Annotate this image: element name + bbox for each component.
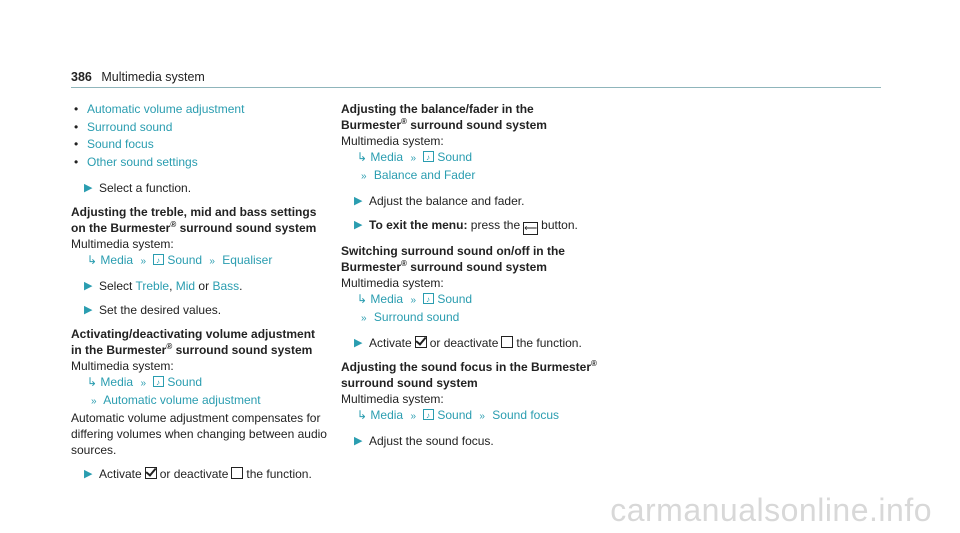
function-list [71, 101, 331, 170]
header-divider [71, 87, 881, 88]
music-note-icon [423, 409, 434, 420]
balance-link[interactable]: Balance and Fader [373, 168, 476, 182]
multimedia-label: Multimedia system: [341, 134, 444, 148]
step-arrow-icon: ▶ [84, 303, 93, 316]
step-select-function: ▶ Select a function. [84, 180, 192, 195]
media-link[interactable]: Media [100, 252, 134, 267]
step-adjust-focus: ▶ Adjust the sound focus. [354, 434, 494, 448]
media-link[interactable]: Media [370, 292, 404, 306]
switch-surround-heading: Switching surround sound on/off in the Burmester® surround sound system [341, 244, 565, 274]
bass-link[interactable]: Bass [212, 278, 240, 293]
multimedia-label: Multimedia system: [71, 236, 174, 251]
chevron-icon: » [410, 411, 416, 422]
page-number: 386 [71, 70, 92, 84]
focus-path [357, 407, 601, 425]
step-arrow-icon: ▶ [354, 219, 363, 231]
chevron-icon: » [140, 377, 146, 389]
multimedia-label: Multimedia system: [341, 276, 444, 290]
return-arrow-icon: ↳ [87, 252, 98, 267]
sound-focus-link[interactable]: Sound focus [492, 408, 560, 422]
step-adjust-balance: ▶ Adjust the balance and fader. [354, 194, 525, 208]
column-left [71, 101, 331, 490]
media-link[interactable]: Media [100, 374, 134, 389]
column-right [341, 101, 601, 457]
sound-link[interactable]: Sound [437, 150, 473, 164]
svg-text:♪: ♪ [426, 295, 431, 304]
page-title: Multimedia system [101, 70, 205, 84]
step-arrow-icon: ▶ [84, 181, 93, 194]
chevron-icon: » [479, 411, 485, 422]
chevron-icon: » [361, 171, 367, 182]
sound-link[interactable]: Sound [437, 408, 473, 422]
focus-heading: Adjusting the sound focus in the Burmester® surround sound system [341, 359, 597, 390]
chevron-icon: » [410, 153, 416, 164]
checkbox-empty-icon [231, 467, 243, 479]
multimedia-label: Multimedia system: [341, 392, 444, 406]
chevron-icon: » [209, 255, 215, 267]
step-activate: ▶ Activate or deactivate the function. [84, 466, 312, 481]
list-item[interactable]: • Automatic volume adjustment [74, 102, 245, 116]
return-arrow-icon: ↳ [357, 150, 368, 164]
list-item[interactable]: • Other sound settings [74, 154, 198, 169]
checkbox-checked-icon [145, 467, 157, 479]
page-header [71, 70, 205, 84]
sound-link[interactable]: Sound [437, 292, 473, 306]
list-item[interactable]: • Surround sound [74, 119, 173, 134]
multimedia-label: Multimedia system: [71, 358, 174, 373]
chevron-icon: » [410, 295, 416, 306]
checkbox-checked-icon [415, 336, 427, 348]
equaliser-path [87, 252, 331, 270]
step-arrow-icon: ▶ [354, 337, 363, 349]
media-link[interactable]: Media [370, 408, 404, 422]
step-set-values: ▶ Set the desired values. [84, 302, 222, 317]
chevron-icon: » [361, 313, 367, 324]
step-exit-menu: ▶ To exit the menu: press the ⟵ button. [354, 218, 578, 233]
music-note-icon [423, 293, 434, 304]
music-note-icon [153, 254, 164, 265]
auto-volume-link[interactable]: Automatic volume adjustment [103, 392, 261, 407]
surround-link[interactable]: Surround sound [373, 310, 460, 324]
step-select-band: ▶ Select Treble, Mid or Bass. [84, 278, 243, 293]
svg-text:♪: ♪ [426, 411, 431, 420]
music-note-icon [153, 376, 164, 387]
media-link[interactable]: Media [370, 150, 404, 164]
auto-volume-heading: Activating/deactivating volume adjustment in the Burmester® surround sound system [71, 326, 316, 357]
treble-link[interactable]: Treble [135, 278, 170, 293]
music-note-icon [423, 151, 434, 162]
return-arrow-icon: ↳ [357, 408, 368, 422]
return-arrow-icon: ↳ [87, 374, 98, 389]
sound-link[interactable]: Sound [167, 374, 203, 389]
treble-heading: Adjusting the treble, mid and bass settings on the Burmester® surround sound system [71, 204, 317, 235]
checkbox-empty-icon [501, 336, 513, 348]
sound-link[interactable]: Sound [167, 252, 203, 267]
return-arrow-icon: ↳ [357, 292, 368, 306]
chevron-icon: » [140, 255, 146, 267]
auto-volume-path [87, 374, 331, 410]
step-arrow-icon: ▶ [354, 195, 363, 207]
svg-text:♪: ♪ [156, 255, 161, 265]
svg-text:♪: ♪ [156, 377, 161, 387]
balance-heading: Adjusting the balance/fader in the Burmester® surround sound system [341, 102, 547, 132]
svg-text:♪: ♪ [426, 153, 431, 162]
equaliser-link[interactable]: Equaliser [222, 252, 273, 267]
step-arrow-icon: ▶ [84, 467, 93, 480]
chevron-icon: » [91, 395, 97, 407]
step-activate-surround: ▶ Activate or deactivate the function. [354, 336, 582, 350]
step-arrow-icon: ▶ [354, 435, 363, 447]
auto-volume-description: Automatic volume adjustment compensates for differing volumes when changing between audio sources. [71, 410, 327, 457]
balance-path [357, 149, 601, 185]
watermark: carmanualsonline.info [610, 492, 932, 528]
mid-link[interactable]: Mid [175, 278, 196, 293]
step-arrow-icon: ▶ [84, 279, 93, 292]
list-item[interactable]: • Sound focus [74, 137, 154, 151]
back-button-icon: ⟵ [524, 223, 538, 233]
surround-path [357, 291, 601, 327]
